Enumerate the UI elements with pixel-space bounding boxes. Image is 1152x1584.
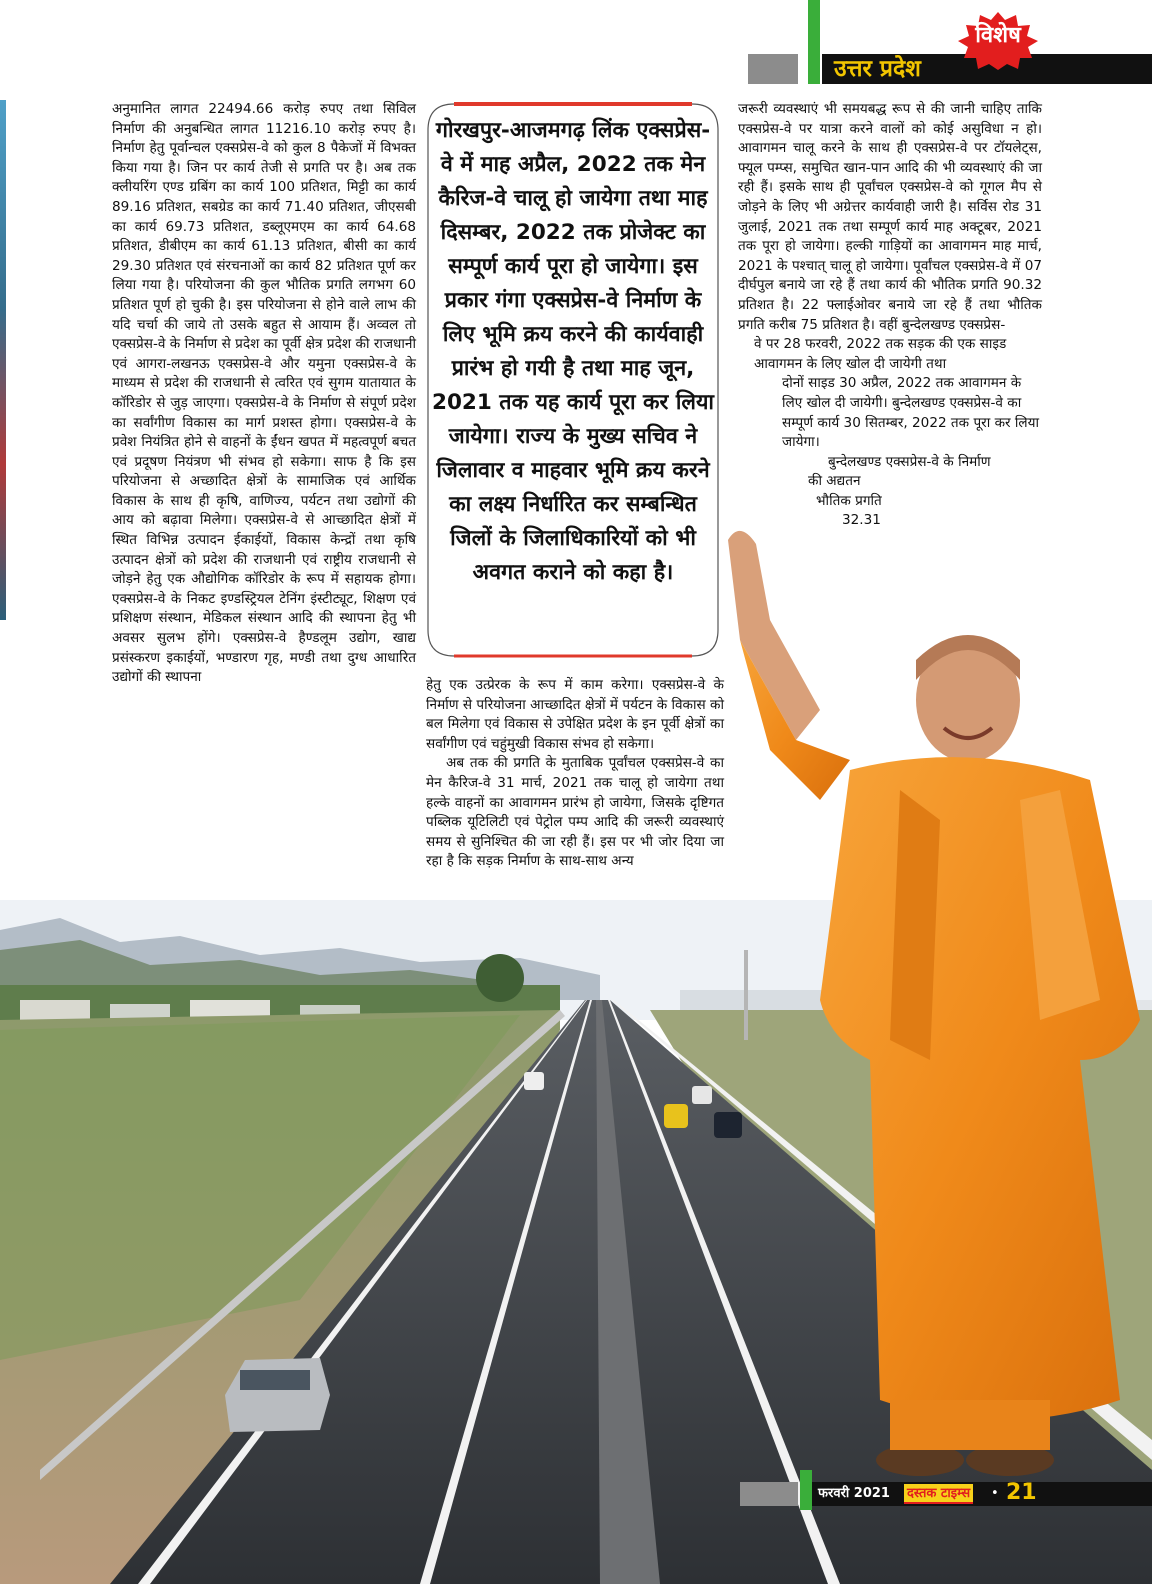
column3-paragraph: जरूरी व्यवस्थाएं भी समयबद्ध रूप से की जानी चाहिए ताकि एक्सप्रेस-वे पर यात्रा करने वालों को कोई असुविधा न हो। आवागमन चालू करने के साथ ही एक्सप्रेस-वे पर टॉयलेट्स, फ्यूल पम्प्स, समुचित खान-पान आदि की भी व्यवस्थाएं की जा रही हैं। इसके साथ ही पूर्वांचल एक्सप्रेस-वे को गूगल मैप से जोड़ने के लिए भी अग्रेत्तर कार्यवाही जारी है। सर्विस रोड 31 जुलाई, 2021 तक तथा सम्पूर्ण कार्य माह अक्टूबर, 2021 तक पूरा हो जायेगा। हल्की गाड़ियों का आवागमन माह मार्च, 2021 के पश्चात् चालू हो जायेगा। पूर्वांचल एक्सप्रेस-वे में 07 दीर्घपुल बनाये जा रहे हैं तथा कार्य की भौतिक प्रगति 90.32 प्रतिशत है। 22 फ्लाईओवर बनाये जा रहे हैं तथा भौतिक प्रगति करीब 75 प्रतिशत है। वहीं बुन्देलखण्ड एक्सप्रेस- — [738, 101, 1042, 333]
car-silver — [225, 1358, 330, 1432]
pull-quote-text: गोरखपुर-आजमगढ़ लिंक एक्सप्रेस-वे में माह अप्रैल, 2022 तक मेन कैरिज-वे चालू हो जायेगा तथा माह दिसम्बर, 2022 तक प्रोजेक्ट का सम्पूर्ण कार्य पूरा हो जायेगा। इस प्रकार गंगा एक्सप्रेस-वे निर्माण के लिए भूमि क्रय करने की कार्यवाही प्रारंभ हो गयी है तथा माह जून, 2021 तक यह कार्य पूरा कर लिया जायेगा। राज्य के मुख्य सचिव ने जिलावार व माहवार भूमि क्रय करने का लक्ष्य निर्धारित कर सम्बन्धित जिलों के जिलाधिकारियों को भी अवगत कराने को कहा है। — [431, 118, 715, 585]
article-column-3 — [738, 100, 1042, 531]
column3-tail-1: वे पर 28 फरवरी, 2022 तक सड़क की एक साइड आवागमन के लिए खोल दी जायेगी तथा — [754, 336, 1007, 372]
footer-bullet: • — [991, 1486, 999, 1501]
header-green-bar — [808, 0, 820, 84]
column1-paragraph: अनुमानित लागत 22494.66 करोड़ रुपए तथा सिविल निर्माण की अनुबन्धित लागत 11216.10 करोड़ रुपए है। निर्माण हेतु पूर्वान्चल एक्सप्रेस-वे को कुल 8 पैकेजों में विभक्त किया गया है। जिन पर कार्य तेजी से प्रगति पर है। अब तक क्लीयरिंग एण्ड ग्रबिंग का कार्य 100 प्रतिशत, मिट्टी का कार्य 89.16 प्रतिशत, सबग्रेड का कार्य 71.40 प्रतिशत, जीएसबी का कार्य 69.73 प्रतिशत, डब्लूएमएम का कार्य 64.68 प्रतिशत, डीबीएम का कार्य 61.13 प्रतिशत, बीसी का कार्य 29.30 प्रतिशत एवं संरचनाओं का कार्य 82 प्रतिशत पूर्ण कर लिया गया है। परियोजना की कुल भौतिक प्रगति लगभग 60 प्रतिशत पूर्ण हो चुकी है। इस परियोजना से होने वाले लाभ की यदि चर्चा की जाये तो उसके बहुत से आयाम हैं। अव्वल तो एक्सप्रेस-वे के निर्माण से प्रदेश का पूर्वी क्षेत्र प्रदेश की राजधानी एवं आगरा-लखनऊ एक्सप्रेस-वे और यमुना एक्सप्रेस-वे के माध्यम से प्रदेश की राजधानी से त्वरित एवं सुगम यातायात के कॉरिडोर से जुड़ जाएगा। एक्सप्रेस-वे के निर्माण से संपूर्ण प्रदेश का सर्वांगीण विकास का मार्ग प्रशस्त होगा। एक्सप्रेस-वे के प्रवेश नियंत्रित होने से वाहनों के ईंधन खपत में महत्वपूर्ण बचत एवं प्रदूषण नियंत्रण भी संभव हो सकेगा। साफ है कि इस परियोजना से अच्छादित क्षेत्रों के सामाजिक एवं आर्थिक विकास के साथ ही कृषि, वाणिज्य, पर्यटन तथा उद्योगों की आय को बढ़ावा मिलेगा। एक्सप्रेस-वे से आच्छादित क्षेत्रों में स्थित विभिन्न उत्पादन ईकाईयों, विकास केन्द्रों तथा कृषि उत्पादन क्षेत्रों को प्रदेश की राजधानी एवं राष्ट्रीय राजधानी से जोड़ने हेतु एक औद्योगिक कॉरिडोर के रूप में सहायक होगा। एक्सप्रेस-वे के निकट इण्डस्ट्रियल टेनिंग इंस्टीट्यूट, शिक्षण एवं प्रशिक्षण संस्थान, मेडिकल संस्थान आदि की स्थापना हेतु भी अवसर सुलभ होंगे। एक्सप्रेस-वे हैण्डलूम उद्योग, खाद्य प्रसंस्करण इकाईयों, भण्डारण गृह, मण्डी तथा दुग्ध आधारित उद्योगों की स्थापना — [112, 101, 416, 686]
footer-grey-block — [740, 1482, 798, 1506]
column2-paragraph-1: हेतु एक उत्प्रेरक के रूप में काम करेगा। एक्सप्रेस-वे के निर्माण से परियोजना आच्छादित क्षेत्रों में पर्यटन के विकास को बल मिलेगा एवं विकास से उपेक्षित प्रदेश के इन पूर्वी क्षेत्रों का सर्वांगीण एवं चहुंमुखी विकास संभव हो सकेगा। — [426, 677, 724, 752]
leader-photo — [700, 500, 1152, 1500]
magazine-brand: दस्तक टाइम्स — [904, 1484, 973, 1504]
pull-quote-box — [424, 100, 722, 660]
left-edge-photo-strip — [0, 100, 6, 620]
column3-tail-3: बुन्देलखण्ड एक्सप्रेस-वे के निर्माण — [828, 453, 991, 470]
article-column-1 — [112, 100, 416, 688]
column3-tail-2: दोनों साइड 30 अप्रैल, 2022 तक आवागमन के लिए खोल दी जायेगी। बुन्देलखण्ड एक्सप्रेस-वे का सम्पूर्ण कार्य 30 सितम्बर, 2022 तक पूरा कर लिया जायेगा। — [782, 375, 1040, 451]
column3-tail-4: की अद्यतन — [808, 473, 861, 490]
section-title: उत्तर प्रदेश — [834, 56, 921, 82]
car-yellow — [664, 1104, 688, 1128]
car-white — [524, 1072, 544, 1090]
page-number: 21 — [1006, 1480, 1037, 1505]
article-column-2 — [426, 676, 724, 872]
footer-green-bar — [800, 1470, 812, 1510]
column3-tail-6: 32.31 — [842, 512, 881, 529]
badge-label: विशेष — [975, 23, 1021, 48]
column2-paragraph-2: अब तक की प्रगति के मुताबिक पूर्वांचल एक्सप्रेस-वे का मेन कैरिज-वे 31 मार्च, 2021 तक चालू हो जायेगा तथा हल्के वाहनों का आवागमन प्रारंभ हो जायेगा, जिसके दृष्टिगत पब्लिक यूटिलिटी एवं पेट्रोल पम्प आदि की जरूरी व्यवस्थाएं समय से सुनिश्चित की जा रही हैं। इस पर भी जोर दिया जा रहा है कि सड़क निर्माण के साथ-साथ अन्य — [426, 755, 724, 870]
special-badge — [958, 12, 1038, 70]
header-grey-block — [748, 54, 798, 84]
issue-month: फरवरी 2021 — [818, 1486, 890, 1501]
column3-tail-5: भौतिक प्रगति — [816, 492, 882, 509]
